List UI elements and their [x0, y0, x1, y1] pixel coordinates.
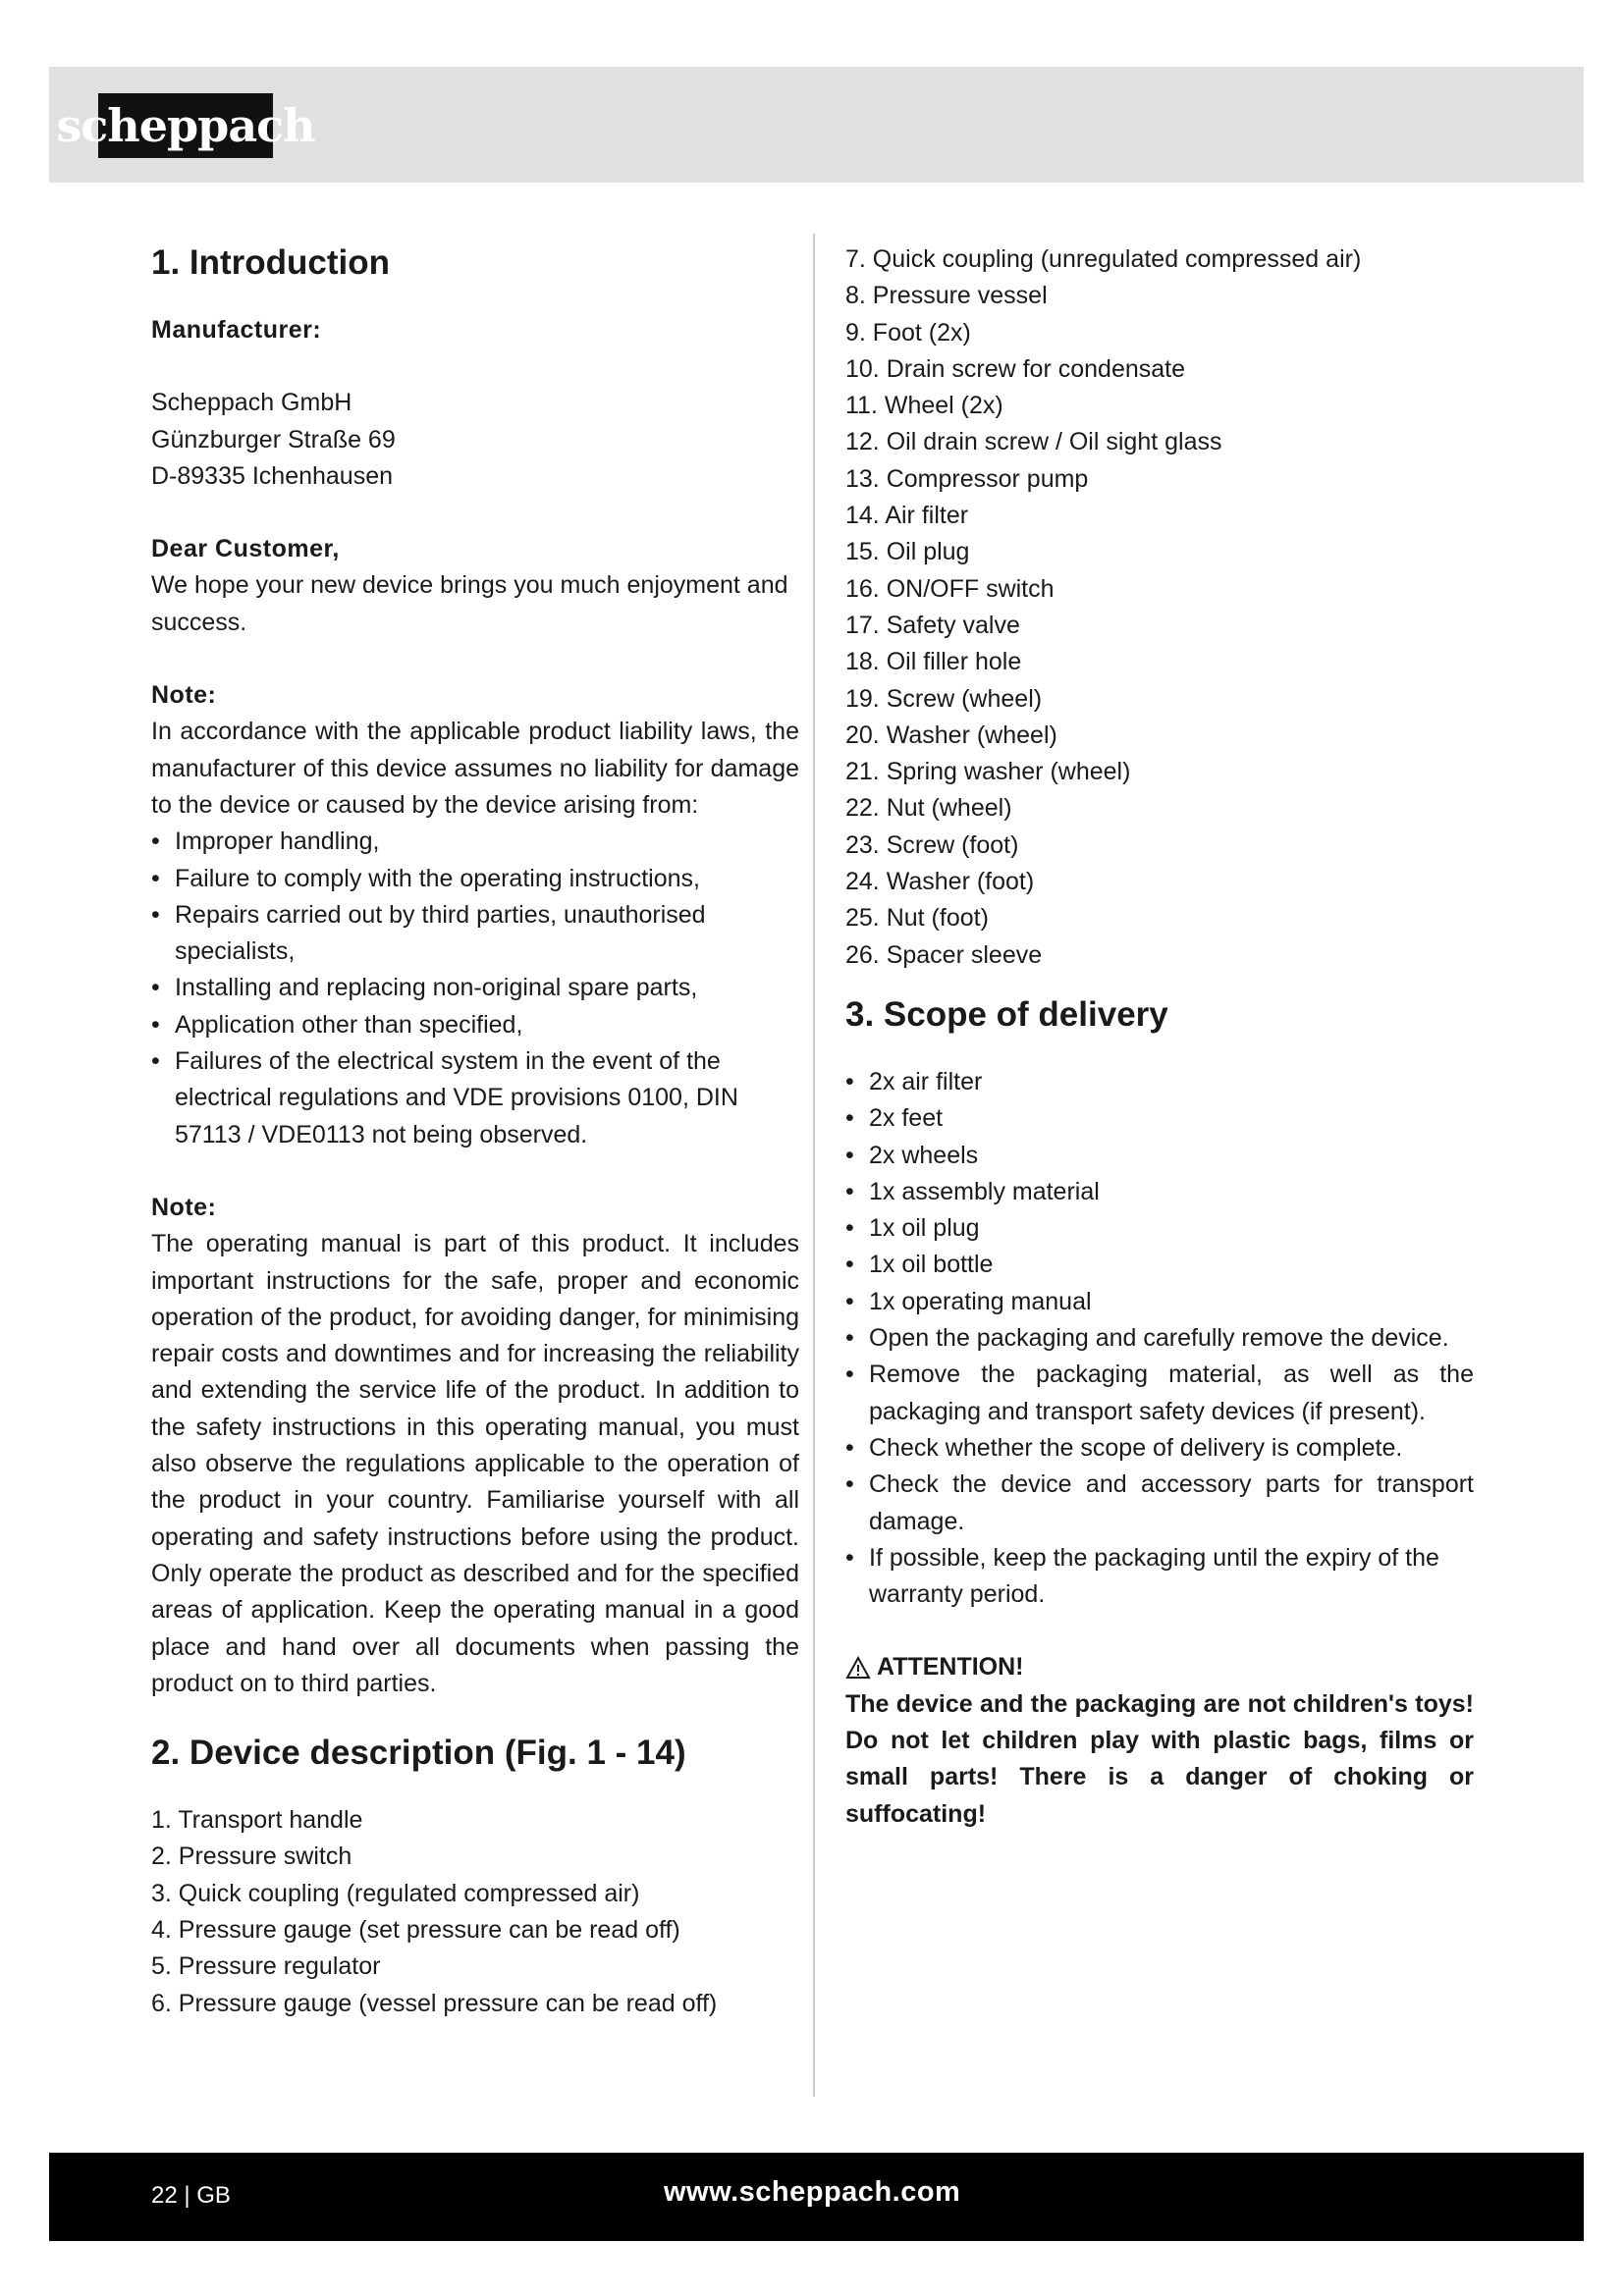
list-item: 17. Safety valve — [845, 611, 1020, 639]
list-item: 6. Pressure gauge (vessel pressure can be read off) — [151, 1989, 718, 2017]
list-item: • Failures of the electrical system in the event of the electrical regulations and VDE provisions 0100, DIN 57113 / VDE0113 not being observed. — [151, 1047, 738, 1148]
website-link[interactable]: www.scheppach.com — [664, 2176, 961, 2208]
list-item: • Application other than specified, — [151, 1010, 523, 1039]
list-item: 26. Spacer sleeve — [845, 940, 1043, 969]
list-item: 15. Oil plug — [845, 538, 970, 566]
list-item: • 1x oil bottle — [845, 1251, 994, 1279]
list-item: • Remove the packaging material, as well as the packaging and transport safety devices (if present). — [845, 1361, 1474, 1425]
list-item: 16. ON/OFF switch — [845, 574, 1055, 603]
attention-text: The device and the packaging are not children's toys! Do not let children play with plastic bags, films or small parts! There is a danger of choking or suffocating! — [845, 1689, 1474, 1828]
list-item: 22. Nut (wheel) — [845, 794, 1012, 823]
list-item: 12. Oil drain screw / Oil sight glass — [845, 428, 1222, 456]
list-item: • Check the device and accessory parts for transport damage. — [845, 1470, 1474, 1535]
list-item: • Installing and replacing non-original spare parts, — [151, 974, 698, 1002]
address-line: D-89335 Ichenhausen — [151, 461, 394, 490]
address-line: Scheppach GmbH — [151, 389, 352, 417]
intro-heading: 1. Introduction — [151, 243, 391, 282]
attention-label: ATTENTION! — [877, 1653, 1024, 1682]
list-item: 4. Pressure gauge (set pressure can be read off) — [151, 1915, 680, 1944]
list-item: 23. Screw (foot) — [845, 830, 1019, 859]
delivery-list — [845, 1064, 1474, 1613]
scope-of-delivery-heading: 3. Scope of delivery — [845, 994, 1168, 1034]
list-item: • Improper handling, — [151, 828, 380, 856]
list-item: 8. Pressure vessel — [845, 282, 1048, 310]
list-item: • Repairs carried out by third parties, unauthorised specialists, — [151, 900, 706, 966]
list-item: • 1x assembly material — [845, 1177, 1100, 1205]
list-item: 25. Nut (foot) — [845, 904, 989, 933]
note-text: In accordance with the applicable product liability laws, the manufacturer of this device assumes no liability for damage to the device or caused by the device arising from: — [151, 718, 799, 819]
manufacturer-label: Manufacturer: — [151, 316, 322, 344]
list-item: 18. Oil filler hole — [845, 648, 1022, 676]
note-label: Note: — [151, 681, 217, 710]
page-number: 22 | GB — [151, 2182, 231, 2209]
note-label: Note: — [151, 1193, 217, 1221]
list-item: 21. Spring washer (wheel) — [845, 758, 1131, 786]
list-item: • 1x oil plug — [845, 1214, 980, 1243]
list-item: 19. Screw (wheel) — [845, 684, 1043, 713]
list-item: 14. Air filter — [845, 502, 969, 530]
device-parts-list — [151, 1802, 799, 2022]
list-item: • If possible, keep the packaging until the expiry of the warranty period. — [845, 1543, 1439, 1609]
left-column — [151, 241, 799, 2022]
logo-text: scheppach — [56, 99, 315, 152]
warning-icon — [845, 1656, 871, 1680]
list-item: 5. Pressure regulator — [151, 1952, 381, 1981]
dear-customer-label: Dear Customer, — [151, 535, 340, 563]
device-description-heading: 2. Device description (Fig. 1 - 14) — [151, 1734, 686, 1773]
list-item: 3. Quick coupling (regulated compressed air) — [151, 1879, 640, 1907]
page-header — [49, 67, 1584, 183]
list-item: • 2x wheels — [845, 1141, 979, 1169]
column-divider — [813, 234, 815, 2097]
list-item: 13. Compressor pump — [845, 464, 1089, 493]
scheppach-logo — [56, 93, 315, 158]
list-item: • Failure to comply with the operating instructions, — [151, 864, 700, 892]
attention-title — [845, 1649, 1474, 1685]
list-item: 11. Wheel (2x) — [845, 392, 1003, 420]
liability-list — [151, 824, 799, 1153]
list-item: • Check whether the scope of delivery is complete. — [845, 1433, 1403, 1462]
list-item: • Open the packaging and carefully remove the device. — [845, 1324, 1449, 1353]
address-line: Günzburger Straße 69 — [151, 425, 396, 454]
right-column — [845, 241, 1474, 1833]
list-item: • 2x air filter — [845, 1067, 983, 1095]
list-item: 1. Transport handle — [151, 1806, 363, 1835]
list-item: 10. Drain screw for condensate — [845, 354, 1186, 383]
device-parts-list-continued — [845, 241, 1474, 974]
dear-customer-text: We hope your new device brings you much enjoyment and success. — [151, 571, 788, 636]
operating-manual-note: The operating manual is part of this product. It includes important instructions for the safe, proper and economic operation of the product, for avoiding danger, for minimising repair costs and downtimes and for increasing the reliability and extending the service life of the product. In addition to the safety instructions in this operating manual, you must also observe the regulations applicable to the operation of the product in your country. Familiarise yourself with all operating and safety instructions before using the product. Only operate the product as described and for the specified areas of application. Keep the operating manual in a good place and hand over all documents when passing the product on to third parties. — [151, 1230, 799, 1697]
list-item: • 1x operating manual — [845, 1287, 1092, 1315]
list-item: 9. Foot (2x) — [845, 318, 971, 347]
list-item: 24. Washer (foot) — [845, 868, 1035, 896]
list-item: 2. Pressure switch — [151, 1842, 352, 1871]
page-footer — [49, 2153, 1584, 2241]
list-item: 20. Washer (wheel) — [845, 721, 1057, 749]
list-item: 7. Quick coupling (unregulated compressed air) — [845, 245, 1362, 273]
list-item: • 2x feet — [845, 1104, 944, 1133]
